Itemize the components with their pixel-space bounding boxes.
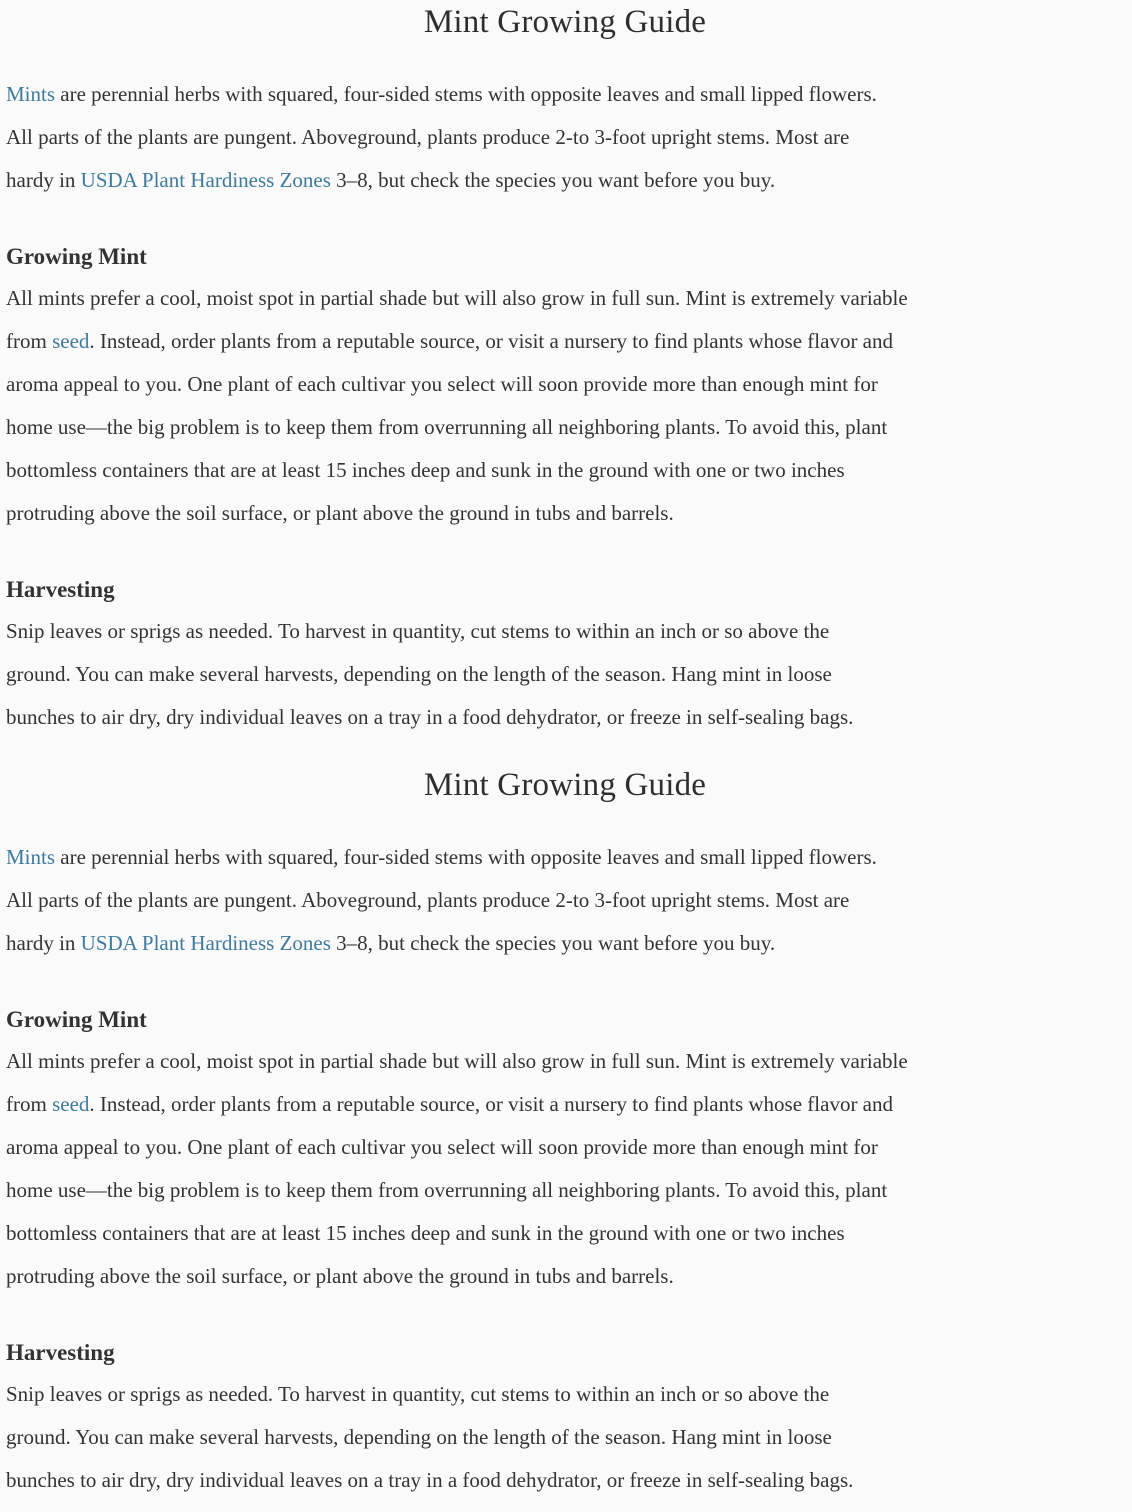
text-line [6,610,1124,653]
paragraph [6,277,1124,535]
text-line [6,653,1124,696]
text-run: bunches to air dry, dry individual leaves on a tray in a food dehydrator, or freeze in self-sealing bags. [6,1468,854,1492]
text-run: aroma appeal to you. One plant of each cultivar you select will soon provide more than enough mint for [6,372,878,396]
text-run: All mints prefer a cool, moist spot in partial shade but will also grow in full sun. Mint is extremely variable [6,286,908,310]
guide-section-2 [6,739,1124,1502]
link-seed[interactable]: seed [52,1092,90,1116]
text-line [6,879,1124,922]
link-seed[interactable]: seed [52,329,90,353]
text-run: bottomless containers that are at least 15 inches deep and sunk in the ground with one or two inches [6,1221,845,1245]
text-run: home use—the big problem is to keep them from overrunning all neighboring plants. To avoid this, plant [6,1178,888,1202]
paragraph [6,610,1124,739]
text-line [6,277,1124,320]
text-line [6,836,1124,879]
text-line [6,159,1124,202]
text-line [6,696,1124,739]
section-heading-harvesting: Harvesting [6,577,115,602]
text-line [6,1169,1124,1212]
text-line [6,492,1124,535]
text-run: ground. You can make several harvests, depending on the length of the season. Hang mint in loose [6,662,832,686]
text-run: protruding above the soil surface, or plant above the ground in tubs and barrels. [6,501,674,525]
text-line [6,1083,1124,1126]
text-run: protruding above the soil surface, or plant above the ground in tubs and barrels. [6,1264,674,1288]
page-title: Mint Growing Guide [423,4,707,40]
text-run: All parts of the plants are pungent. Aboveground, plants produce 2-to 3-foot upright stems. Most are [6,888,850,912]
guide-section-1 [6,0,1124,739]
text-run: from [6,329,53,353]
text-run: hardy in [6,168,81,192]
text-run: bottomless containers that are at least 15 inches deep and sunk in the ground with one or two inches [6,458,845,482]
text-line [6,73,1124,116]
text-line [6,406,1124,449]
paragraph [6,1040,1124,1298]
text-line [6,1459,1124,1502]
text-line [6,1373,1124,1416]
text-run: 3–8, but check the species you want before you buy. [330,168,776,192]
paragraph [6,836,1124,965]
page-title: Mint Growing Guide [423,767,707,803]
text-line [6,320,1124,363]
link-mints[interactable]: Mints [6,82,56,106]
text-run: hardy in [6,931,81,955]
text-run: aroma appeal to you. One plant of each cultivar you select will soon provide more than enough mint for [6,1135,878,1159]
section-heading-growing-mint: Growing Mint [6,244,147,269]
text-run: All mints prefer a cool, moist spot in partial shade but will also grow in full sun. Mint is extremely variable [6,1049,908,1073]
text-line [6,1126,1124,1169]
text-run: home use—the big problem is to keep them from overrunning all neighboring plants. To avoid this, plant [6,415,888,439]
link-usda-plant-hardiness-zones[interactable]: USDA Plant Hardiness Zones [80,168,331,192]
section-heading-growing-mint: Growing Mint [6,1007,147,1032]
text-line [6,363,1124,406]
text-line [6,922,1124,965]
text-run: All parts of the plants are pungent. Aboveground, plants produce 2-to 3-foot upright stems. Most are [6,125,850,149]
text-run: . Instead, order plants from a reputable source, or visit a nursery to find plants whose flavor and [89,1092,894,1116]
text-line [6,1416,1124,1459]
text-line [6,116,1124,159]
text-line [6,449,1124,492]
text-run: . Instead, order plants from a reputable source, or visit a nursery to find plants whose flavor and [89,329,894,353]
text-line [6,1255,1124,1298]
paragraph [6,1373,1124,1502]
text-run: are perennial herbs with squared, four-sided stems with opposite leaves and small lipped flowers. [55,845,877,869]
section-heading-harvesting: Harvesting [6,1340,115,1365]
paragraph [6,73,1124,202]
text-run: are perennial herbs with squared, four-sided stems with opposite leaves and small lipped flowers. [55,82,877,106]
text-run: ground. You can make several harvests, depending on the length of the season. Hang mint in loose [6,1425,832,1449]
text-line [6,1212,1124,1255]
text-run: bunches to air dry, dry individual leaves on a tray in a food dehydrator, or freeze in self-sealing bags. [6,705,854,729]
text-run: Snip leaves or sprigs as needed. To harvest in quantity, cut stems to within an inch or so above the [6,1382,830,1406]
link-usda-plant-hardiness-zones[interactable]: USDA Plant Hardiness Zones [80,931,331,955]
text-run: from [6,1092,53,1116]
text-run: Snip leaves or sprigs as needed. To harvest in quantity, cut stems to within an inch or so above the [6,619,830,643]
link-mints[interactable]: Mints [6,845,56,869]
text-line [6,1040,1124,1083]
text-run: 3–8, but check the species you want before you buy. [330,931,776,955]
